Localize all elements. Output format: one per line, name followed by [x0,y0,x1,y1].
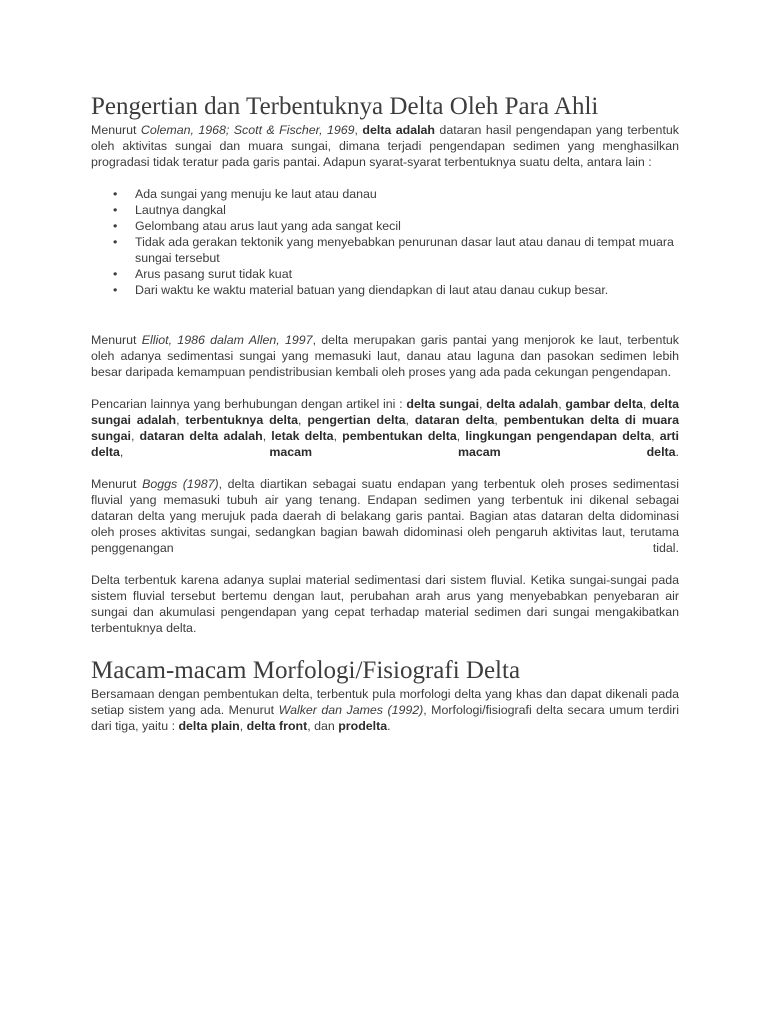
citation: Boggs (1987) [142,477,219,491]
separator: , dan [307,719,339,733]
text-run: . [387,719,391,733]
paragraph-related-searches [91,396,679,460]
list-item: • Ada sungai yang menuju ke laut atau danau [91,186,679,202]
related-search-link[interactable]: delta adalah [486,397,559,411]
section-title-pengertian: Pengertian dan Terbentuknya Delta Oleh Para Ahli [91,93,599,120]
related-search-link[interactable]: letak delta [271,429,334,443]
related-search-link[interactable]: macam macam delta [269,445,676,459]
keyword: delta plain [178,719,240,733]
text-run: , [354,123,363,137]
related-search-link[interactable]: delta sungai adalah [91,397,679,427]
separator: , [239,719,247,733]
document-content [91,92,679,734]
list-item: • Tidak ada gerakan tektonik yang menyebabkan penurunan dasar laut atau danau di tempat muara sungai tersebut [91,234,679,266]
separator: , [642,397,651,411]
keyword: delta adalah [362,123,435,137]
paragraph-fluvial: Delta terbentuk karena adanya suplai material sedimentasi dari sistem fluvial. Ketika sungai-sungai pada sistem fluvial tersebut bertemu dengan laut, perubahan arah arus yang menyebabkan penyebaran air sungai dan akumulasi pengendapan yang cepat terhadap material sedimen dari sungai mengakibatkan terbentuknya delta. [91,573,679,635]
separator: , [558,397,566,411]
citation: Coleman, 1968; Scott & Fischer, 1969 [140,123,355,137]
separator: , [262,429,272,443]
keyword: prodelta [338,719,388,733]
text-run: Menurut [91,477,143,491]
separator: , [130,429,140,443]
separator: , [405,413,415,427]
separator: , [456,429,466,443]
condition-list [91,186,679,298]
related-search-link[interactable]: gambar delta [565,397,643,411]
related-search-link[interactable]: dataran delta [414,413,495,427]
text-run: , delta merupakan garis pantai yang menjorok ke laut, terbentuk oleh adanya sedimentasi sungai yang memasuki laut, danau atau laguna dan pasokan sedimen lebih besar daripada kemampuan pendistribusian kembali oleh proses yang ada pada cekungan pengendapan. [91,333,679,379]
related-search-link[interactable]: arti delta [91,429,680,459]
text-run: . [675,445,679,459]
citation: Walker dan James (1992) [278,703,424,717]
list-item: • Lautnya dangkal [91,202,679,218]
list-item: • Dari waktu ke waktu material batuan yang diendapkan di laut atau danau cukup besar. [91,282,679,298]
text-run: Menurut [91,333,142,347]
section-title-morfologi: Macam-macam Morfologi/Fisiografi Delta [91,657,521,684]
citation: Elliot, 1986 dalam Allen, 1997 [141,333,313,347]
related-search-link[interactable]: terbentuknya delta [185,413,299,427]
related-search-link[interactable]: delta sungai [406,397,480,411]
text-run: Bersamaan dengan pembentukan delta, terbentuk pula morfologi delta yang khas dan dapat dikenali pada setiap sistem yang ada. Menurut [91,687,679,717]
related-search-link[interactable]: pengertian delta [307,413,406,427]
paragraph-boggs [91,476,679,556]
text-run: , delta diartikan sebagai suatu endapan yang terbentuk oleh proses sedimentasi fluvial yang memasuki tubuh air yang tenang. Endapan sedimen yang terbentuk ini dikenal sebagai dataran delta yang merujuk pada daerah di belakang garis pantai. Bagian atas dataran delta didominasi oleh proses aktivitas sungai, sedangkan bagian bawah didominasi oleh pengaruh aktivitas laut, terutama penggenangan tidal. [91,477,679,555]
paragraph-coleman [91,122,679,170]
text-run: Pencarian lainnya yang berhubungan dengan artikel ini : [91,397,407,411]
separator: , [494,413,504,427]
related-search-link[interactable]: pembentukan delta [342,429,457,443]
text-run: Menurut [91,123,141,137]
related-search-link[interactable]: lingkungan pengendapan delta [465,429,652,443]
related-search-link[interactable]: dataran delta adalah [139,429,263,443]
keyword: delta front [246,719,308,733]
separator: , [651,429,660,443]
text-run: dataran hasil pengendapan yang terbentuk oleh aktivitas sungai dan muara sungai, dimana terjadi pengendapan sedimen yang menghasilkan progradasi tidak teratur pada garis pantai. Adapun syarat-syarat terbentuknya suatu delta, antara lain : [91,123,679,169]
separator: , [119,445,270,459]
separator: , [333,429,343,443]
separator: , [176,413,186,427]
text-run: , Morfologi/fisiografi delta secara umum terdiri dari tiga, yaitu : [91,703,680,733]
separator: , [479,397,487,411]
paragraph-morfologi [91,686,679,734]
list-item: • Gelombang atau arus laut yang ada sangat kecil [91,218,679,234]
list-item: • Arus pasang surut tidak kuat [91,266,679,282]
separator: , [298,413,308,427]
paragraph-elliot [91,332,679,380]
related-search-link[interactable]: pembentukan delta di muara sungai [91,413,680,443]
